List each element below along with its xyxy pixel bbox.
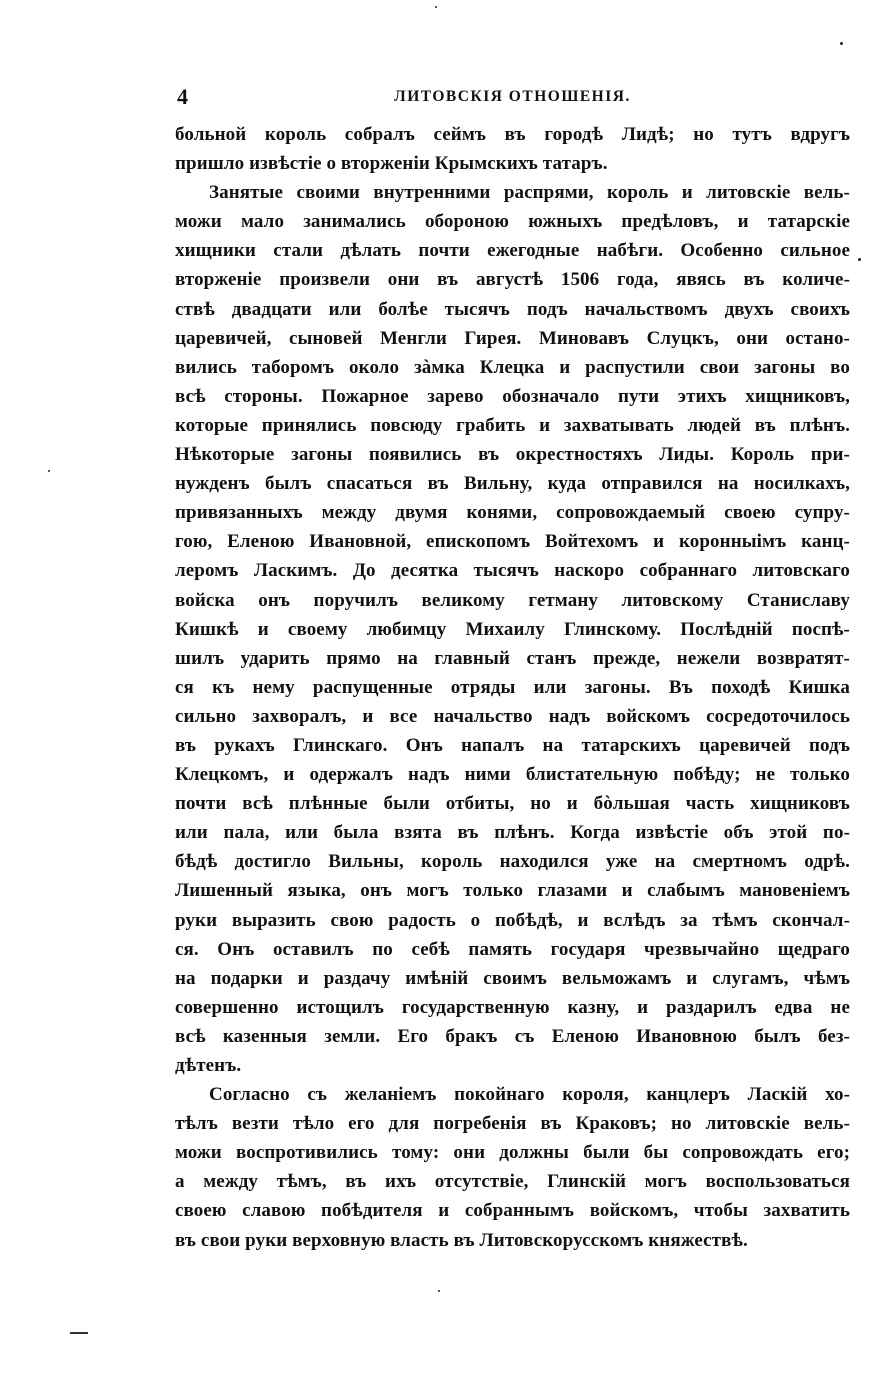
text-line: ся къ нему распущенные отряды или загоны. Въ походѣ Кишка [175,676,850,698]
text-line: всѣ стороны. Пожарное зарево обозначало пути этихъ хищниковъ, [175,385,850,407]
body-text [175,120,850,1255]
text-line: въ рукахъ Глинскаго. Онъ напалъ на татарскихъ царевичей подъ [175,734,850,756]
text-line: нужденъ былъ спасаться въ Вильну, куда отправился на носилкахъ, [175,473,850,495]
text-line: тѣлъ везти тѣло его для погребенія въ Краковъ; но литовскіе вель- [175,1113,850,1135]
scan-speck [48,470,50,472]
text-line: ся. Онъ оставилъ по себѣ память государя чрезвычайно щедраго [175,938,850,960]
text-line: привязанныхъ между двумя конями, сопровождаемый своею супру- [175,502,850,524]
text-line: которые принялись повсюду грабить и захватывать людей въ плѣнъ. [175,414,850,436]
paragraph [175,1080,850,1255]
text-line: вились таборомъ около зàмка Клецка и распустили свои загоны во [175,356,850,378]
text-line: шилъ ударить прямо на главный станъ прежде, нежели возвратят- [175,647,850,669]
text-line: Занятые своими внутренними распрями, король и литовскіе вель- [209,182,850,204]
text-line: Согласно съ желаніемъ покойнаго короля, канцлеръ Ласкій хо- [209,1084,850,1106]
text-line: сильно захворалъ, и все начальство надъ войскомъ сосредоточилось [175,705,850,727]
text-line: хищники стали дѣлать почти ежегодные набѣги. Особенно сильное [175,240,850,262]
text-line: въ свои руки верховную власть въ Литовскорусскомъ княжествѣ. [175,1229,748,1251]
scan-speck [435,6,437,8]
text-line: руки выразить свою радость о побѣдѣ, и вслѣдъ за тѣмъ скончал- [175,909,850,931]
text-line: больной король собралъ сеймъ въ городѣ Лидѣ; но тутъ вдругъ [175,124,850,145]
text-line: царевичей, сыновей Менгли Гирея. Миновавъ Слуцкъ, они остано- [175,327,850,349]
scan-mark [70,1332,88,1334]
text-line: гою, Еленою Ивановной, епископомъ Войтехомъ и коронныімъ канц- [175,531,850,553]
text-line: совершенно истощилъ государственную казну, и раздарилъ едва не [175,996,850,1018]
text-line: дѣтенъ. [175,1055,242,1076]
paragraph [175,120,850,178]
text-line: Лишенный языка, онъ могъ только глазами и слабымъ мановеніемъ [175,880,850,902]
scan-speck [858,258,861,261]
text-line: Клецкомъ, и одержалъ надъ ними блистательную побѣду; не только [175,764,850,786]
text-line: своею славою побѣдителя и собраннымъ войскомъ, чтобы захватить [175,1200,850,1222]
text-line: бѣдѣ достигло Вильны, король находился уже на смертномъ одрѣ. [175,851,850,873]
scan-speck [840,42,843,45]
text-line: можи мало занимались обороною южныхъ предѣловъ, и татарскіе [175,211,850,233]
text-line: можи воспротивились тому: они должны были бы сопровождать его; [175,1142,850,1164]
text-line: на подарки и раздачу имѣній своимъ вельможамъ и слугамъ, чѣмъ [175,967,850,989]
running-head: ЛИТОВСКІЯ ОТНОШЕНІЯ. [394,88,631,105]
page-number: 4 [177,84,188,109]
text-line: пришло извѣстіе о вторженіи Крымскихъ татаръ. [175,153,608,175]
text-line: всѣ казенныя земли. Его бракъ съ Еленою Ивановною былъ без- [175,1025,850,1047]
paragraph [175,178,850,1080]
text-line: почти всѣ плѣнные были отбиты, но и бòльшая часть хищниковъ [175,793,850,815]
text-line: или пала, или была взята въ плѣнъ. Когда извѣстіе объ этой по- [175,822,850,844]
text-line: а между тѣмъ, въ ихъ отсутствіе, Глинскій могъ воспользоваться [175,1171,850,1193]
text-line: вторженіе произвели они въ августѣ 1506 года, явясь въ количе- [175,269,850,291]
scan-speck [438,1290,440,1292]
text-line: леромъ Ласкимъ. До десятка тысячъ наскоро собраннаго литовскаго [175,560,850,582]
text-line: ствѣ двадцати или болѣе тысячъ подъ начальствомъ двухъ своихъ [175,298,850,320]
text-line: Нѣкоторые загоны появились въ окрестностяхъ Лиды. Король при- [175,444,850,466]
text-line: Кишкѣ и своему любимцу Михаилу Глинскому. Послѣдній поспѣ- [175,618,850,640]
page-header [175,84,850,120]
text-line: войска онъ поручилъ великому гетману литовскому Станиславу [175,589,850,611]
book-page [175,84,850,1255]
